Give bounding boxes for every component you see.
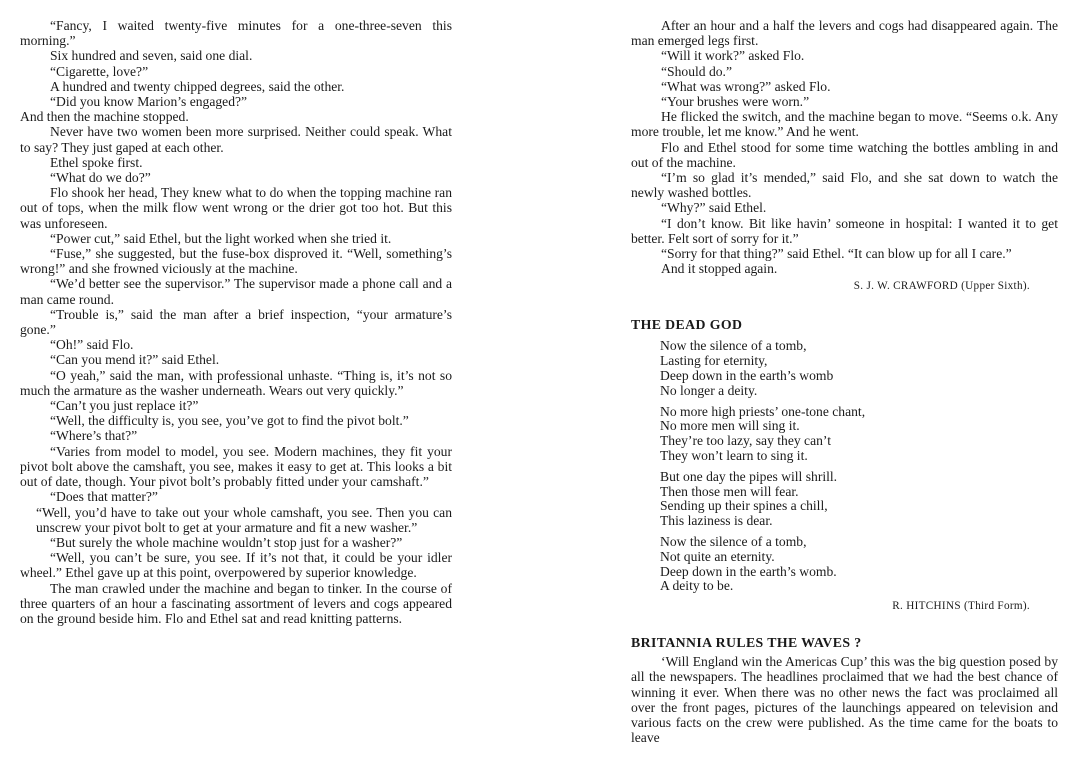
story-paragraph: “Sorry for that thing?” said Ethel. “It can blow up for all I care.”	[661, 246, 1012, 262]
poem-line: Now the silence of a tomb,	[660, 338, 807, 354]
story-paragraph: “Cigarette, love?”	[50, 63, 149, 79]
poem-line: Deep down in the earth’s womb	[660, 368, 834, 384]
story-paragraph: “Trouble is,” said the man after a brief inspection, “your armature’s gone.”	[20, 306, 452, 338]
story-paragraph: “Oh!” said Flo.	[50, 337, 134, 353]
story-paragraph: And it stopped again.	[661, 261, 778, 277]
story-paragraph: “I’m so glad it’s mended,” said Flo, and she sat down to watch the newly washed bottles.	[631, 170, 1058, 201]
story-paragraph: “Why?” said Ethel.	[661, 200, 767, 216]
story-paragraphs	[20, 18, 452, 626]
story-paragraph: “Will it work?” asked Flo.	[661, 48, 805, 64]
poem-stanza	[660, 339, 1058, 398]
story-paragraph: “Well, you can’t be sure, you see. If it’s not that, it could be your idler wheel.” Ethel gave up at this point, overpowered by superior knowledge.	[20, 550, 452, 581]
story-paragraph: “Well, you’d have to take out your whole camshaft, you see. Then you can unscrew your pivot bolt to get at your armature and fit a new washer.”	[36, 504, 452, 535]
poem-stanza	[660, 470, 1058, 529]
poem-stanza	[660, 405, 1058, 464]
story-paragraph: “Fuse,” she suggested, but the fuse-box disproved it. “Well, something’s wrong!” and she frowned viciously at the machine.	[20, 246, 452, 277]
story-paragraph: Six hundred and seven, said one dial.	[50, 48, 253, 64]
poem-line: They won’t learn to sing it.	[660, 448, 808, 464]
story-paragraph: “Does that matter?”	[50, 489, 158, 505]
left-column	[20, 18, 452, 626]
story-paragraph: After an hour and a half the levers and cogs had disappeared again. The man emerged legs first.	[631, 18, 1058, 49]
article-title: BRITANNIA RULES THE WAVES ?	[631, 635, 862, 651]
story-paragraph: “Your brushes were worn.”	[661, 94, 810, 110]
poem-title: THE DEAD GOD	[631, 317, 743, 333]
story-paragraph: Never have two women been more surprised. Neither could speak. What to say? They just gaped at each other.	[20, 124, 452, 155]
story-paragraph: The man crawled under the machine and began to tinker. In the course of three quarters of an hour a fascinating assortment of levers and cogs appeared on the ground beside him. Flo and Ethel sat and read knitting patterns.	[20, 580, 452, 626]
story-conclusion	[631, 18, 1058, 276]
story-paragraph: “Did you know Marion’s engaged?”	[50, 94, 248, 110]
story-paragraph: “O yeah,” said the man, with professional unhaste. “Thing is, it’s not so much the armature as the washer underneath. Wears out very quickly.”	[20, 367, 452, 398]
poem-line: Sending up their spines a chill,	[660, 498, 828, 514]
story-paragraph: Ethel spoke first.	[50, 154, 143, 170]
story-paragraph: “Well, the difficulty is, you see, you’ve got to find the pivot bolt.”	[50, 413, 409, 429]
story-paragraph: “Where’s that?”	[50, 428, 138, 444]
poem-line: No more men will sing it.	[660, 418, 800, 434]
story-paragraph: “Can you mend it?” said Ethel.	[50, 352, 220, 368]
story-paragraph: “What do we do?”	[50, 170, 151, 186]
poem-line: No more high priests’ one-tone chant,	[660, 403, 866, 419]
story-paragraph: “Power cut,” said Ethel, but the light worked when she tried it.	[50, 230, 392, 246]
poem-line: They’re too lazy, say they can’t	[660, 433, 831, 449]
story-paragraph: “Can’t you just replace it?”	[50, 398, 199, 414]
story-author: S. J. W. CRAWFORD (Upper Sixth).	[853, 280, 1030, 293]
poem-stanza	[660, 535, 1058, 594]
story-paragraph: Flo shook her head, They knew what to do when the topping machine ran out of tops, when the milk flow went wrong or the drier got too hot. But this was unforeseen.	[20, 185, 452, 231]
story-paragraph: Flo and Ethel stood for some time watching the bottles ambling in and out of the machine.	[631, 139, 1058, 170]
story-paragraph: “Fancy, I waited twenty-five minutes for a one-three-seven this morning.”	[20, 18, 452, 49]
story-paragraph: “We’d better see the supervisor.” The supervisor made a phone call and a man came round.	[20, 276, 452, 307]
poem-line: Lasting for eternity,	[660, 353, 768, 369]
story-paragraph: “I don’t know. Bit like havin’ someone in hospital: I wanted it to get better. Felt sort of sorry for it.”	[631, 215, 1058, 246]
story-paragraph: “But surely the whole machine wouldn’t stop just for a washer?”	[50, 534, 403, 550]
poem-line: Now the silence of a tomb,	[660, 534, 807, 550]
poem-line: A deity to be.	[660, 578, 734, 594]
poem-body	[660, 339, 1058, 594]
story-paragraph: A hundred and twenty chipped degrees, said the other.	[50, 78, 345, 94]
poem-line: Then those men will fear.	[660, 483, 799, 499]
story-paragraph: “Should do.”	[661, 63, 732, 79]
story-paragraph: “Varies from model to model, you see. Modern machines, they fit your pivot bolt above the camshaft, you see, makes it easy to get at. This looks a bit out of date, though. Your pivot bolt’s probably fitted under your camshaft.”	[20, 443, 452, 490]
poem-line: No longer a deity.	[660, 382, 758, 398]
article-paragraph: ‘Will England win the Americas Cup’ this was the big question posed by all the newspapers. The headlines proclaimed that we had the best chance of winning it ever. When there was no other news the fact was proclaimed all over the front pages, pictures of the launchings appeared on television and various facts on the crew were published. As the time came for the boats to leave	[631, 654, 1058, 746]
right-column	[631, 18, 1058, 745]
story-paragraph: And then the machine stopped.	[20, 109, 189, 125]
poem-line: Not quite an eternity.	[660, 548, 775, 564]
poem-author: R. HITCHINS (Third Form).	[892, 600, 1030, 613]
story-paragraph: “What was wrong?” asked Flo.	[661, 78, 831, 94]
poem-line: But one day the pipes will shrill.	[660, 468, 838, 484]
poem-line: This laziness is dear.	[660, 513, 773, 529]
story-paragraph: He flicked the switch, and the machine began to move. “Seems o.k. Any more trouble, let me know.” And he went.	[631, 109, 1058, 140]
poem-line: Deep down in the earth’s womb.	[660, 563, 837, 579]
